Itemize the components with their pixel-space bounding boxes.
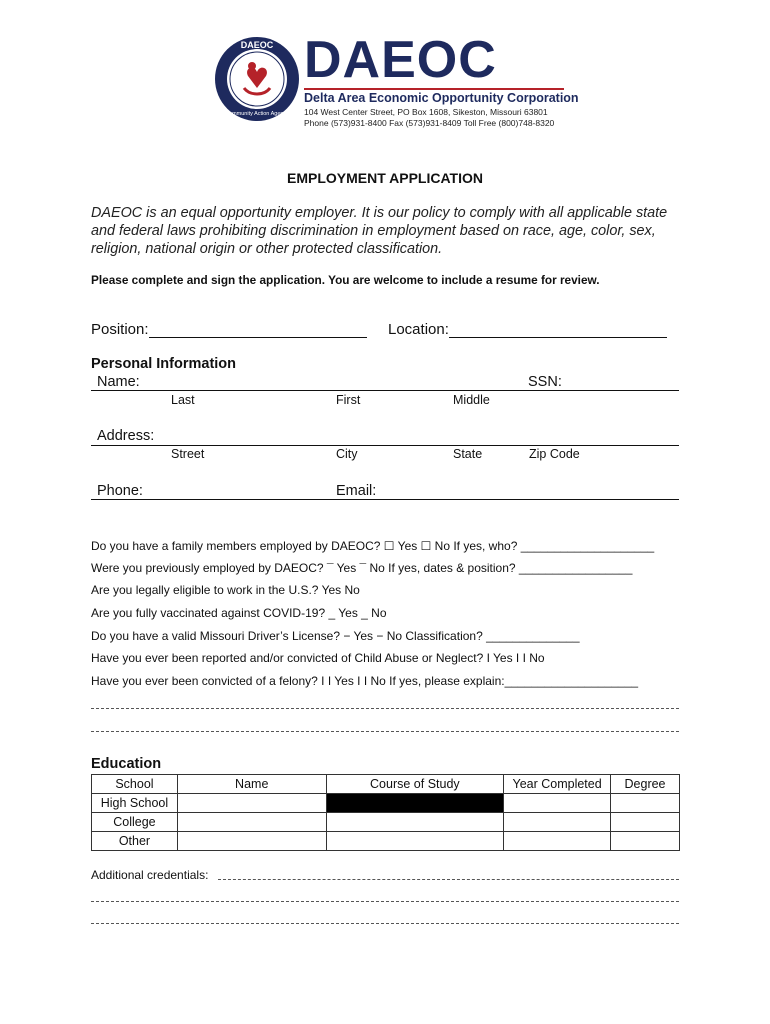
- table-cell[interactable]: [504, 813, 611, 832]
- seal-icon: [214, 36, 300, 122]
- question-eligible[interactable]: Are you legally eligible to work in the U.S.? Yes No: [91, 583, 360, 597]
- table-cell[interactable]: [611, 832, 680, 851]
- explain-line-2[interactable]: [91, 731, 679, 732]
- logo-name: DAEOC: [304, 31, 497, 89]
- phone-email-line[interactable]: [91, 499, 679, 500]
- table-cell[interactable]: [611, 813, 680, 832]
- street-caption: Street: [171, 447, 205, 461]
- explain-line-1[interactable]: [91, 708, 679, 709]
- education-title: Education: [91, 756, 162, 772]
- company-logo: [214, 31, 579, 128]
- first-caption: First: [336, 393, 361, 407]
- table-cell[interactable]: [504, 794, 611, 813]
- address-line[interactable]: [91, 445, 679, 446]
- question-vaccinated[interactable]: Are you fully vaccinated against COVID-19? _ Yes _ No: [91, 606, 387, 620]
- header-year: Year Completed: [504, 775, 611, 794]
- table-cell[interactable]: [504, 832, 611, 851]
- header-course: Course of Study: [326, 775, 504, 794]
- row-label-college: College: [92, 813, 178, 832]
- personal-info-title: Personal Information: [91, 356, 237, 372]
- location-field[interactable]: [388, 321, 667, 338]
- table-cell[interactable]: [177, 813, 326, 832]
- header-name: Name: [177, 775, 326, 794]
- position-field[interactable]: [91, 321, 367, 338]
- name-label: Name:: [97, 374, 140, 390]
- credentials-line-2[interactable]: [91, 923, 679, 924]
- email-label: Email:: [336, 483, 377, 499]
- additional-credentials-label: Additional credentials:: [91, 868, 209, 882]
- table-row: [92, 794, 680, 813]
- table-row: [92, 832, 680, 851]
- instructions: Please complete and sign the application. You are welcome to include a resume for review.: [91, 273, 600, 287]
- table-cell[interactable]: [177, 794, 326, 813]
- table-row: [92, 813, 680, 832]
- header-school: School: [92, 775, 178, 794]
- header-degree: Degree: [611, 775, 680, 794]
- table-cell[interactable]: [326, 813, 504, 832]
- phone-label: Phone:: [97, 483, 143, 499]
- zip-caption: Zip Code: [529, 447, 580, 461]
- table-cell[interactable]: [611, 794, 680, 813]
- svg-text:Community Action Agency: Community Action Agency: [225, 111, 289, 117]
- education-table: [91, 774, 680, 851]
- state-caption: State: [453, 447, 483, 461]
- logo-full-name: Delta Area Economic Opportunity Corporation: [304, 88, 564, 105]
- form-title: EMPLOYMENT APPLICATION: [287, 170, 483, 186]
- credentials-line-1[interactable]: [91, 901, 679, 902]
- logo-phone: Phone (573)931-8400 Fax (573)931-8409 Toll Free (800)748-8320: [304, 118, 555, 128]
- table-cell[interactable]: [177, 832, 326, 851]
- row-label-other: Other: [92, 832, 178, 851]
- row-label-high-school: High School: [92, 794, 178, 813]
- policy-statement: DAEOC is an equal opportunity employer. It is our policy to comply with all applicable state and federal laws prohibiting discrimination in employment based on race, age, color, sex, religion, national origin or other protected classification.: [91, 205, 668, 257]
- ssn-label: SSN:: [528, 374, 562, 390]
- position-label: Position:: [91, 321, 149, 338]
- middle-caption: Middle: [453, 393, 490, 407]
- question-drivers-license[interactable]: Do you have a valid Missouri Driver’s License? − Yes − No Classification? ______________: [91, 629, 580, 643]
- table-row: [92, 775, 680, 794]
- blacked-out-cell: [326, 794, 504, 813]
- logo-address: 104 West Center Street, PO Box 1608, Sikeston, Missouri 63801: [304, 107, 548, 117]
- last-caption: Last: [171, 393, 195, 407]
- svg-text:DAEOC: DAEOC: [240, 40, 274, 50]
- question-felony[interactable]: Have you ever been convicted of a felony? I I Yes I I No If yes, please explain:____________________: [91, 674, 639, 688]
- location-label: Location:: [388, 321, 449, 338]
- question-family[interactable]: Do you have a family members employed by DAEOC? ☐ Yes ☐ No If yes, who? ____________________: [91, 539, 655, 553]
- question-child-abuse[interactable]: Have you ever been reported and/or convicted of Child Abuse or Neglect? I Yes I I No: [91, 651, 545, 665]
- table-cell[interactable]: [326, 832, 504, 851]
- name-line[interactable]: [91, 390, 679, 391]
- question-previous-employment[interactable]: Were you previously employed by DAEOC? ¯ Yes ¯ No If yes, dates & position? _________________: [91, 561, 633, 575]
- address-label: Address:: [97, 428, 155, 444]
- credentials-line-0[interactable]: [218, 879, 679, 880]
- city-caption: City: [336, 447, 358, 461]
